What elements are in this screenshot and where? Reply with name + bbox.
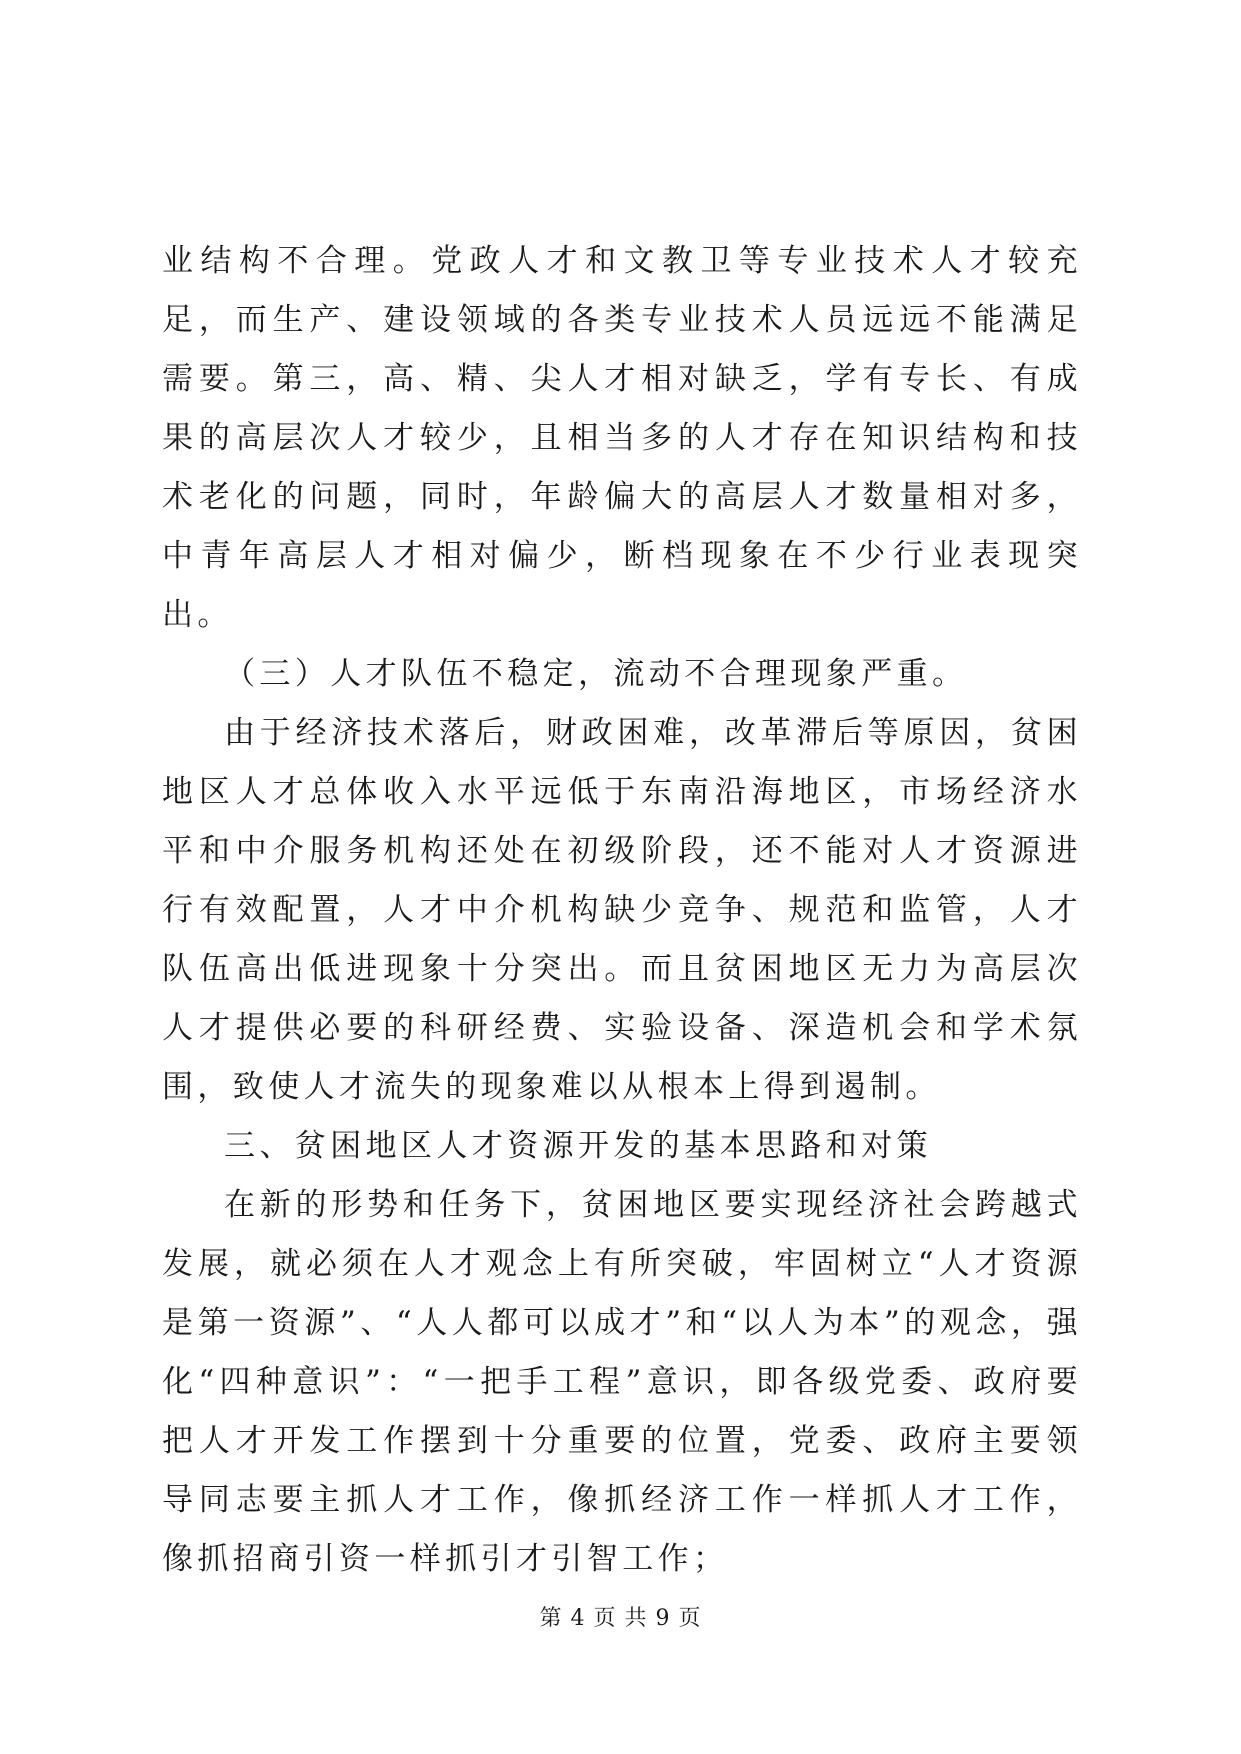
paragraph-1: 业结构不合理。党政人才和文教卫等专业技术人才较充足，而生产、建设领域的各类专业技术人员远远不能满足需要。第三，高、精、尖人才相对缺乏，学有专长、有成果的高层次人才较少，且相当多的人才存在知识结构和技术老化的问题，同时，年龄偏大的高层人才数量相对多，中青年高层人才相对偏少，断档现象在不少行业表现突出。 <box>162 243 1082 633</box>
paragraph-2: 由于经济技术落后，财政困难，改革滞后等原因，贫困地区人才总体收入水平远低于东南沿海地区，市场经济水平和中介服务机构还处在初级阶段，还不能对人才资源进行有效配置，人才中介机构缺少竞争、规范和监管，人才队伍高出低进现象十分突出。而且贫困地区无力为高层次人才提供必要的科研经费、实验设备、深造机会和学术氛围，致使人才流失的现象难以从根本上得到遏制。 <box>162 715 1082 1105</box>
paragraph-3: 在新的形势和任务下，贫困地区要实现经济社会跨越式发展，就必须在人才观念上有所突破，牢固树立“人才资源是第一资源”、“人人都可以成才”和“以人为本”的观念，强化“四种意识”：“一把手工程”意识，即各级党委、政府要把人才开发工作摆到十分重要的位置，党委、政府主要领导同志要主抓人才工作，像抓经济工作一样抓人才工作，像抓招商引资一样抓引才引智工作； <box>162 1187 1082 1577</box>
page-number-footer: 第 4 页 共 9 页 <box>539 1606 702 1631</box>
section-heading-3: （三）人才队伍不稳定，流动不合理现象严重。 <box>224 656 968 692</box>
body-text <box>162 232 1082 1589</box>
chapter-heading-3: 三、贫困地区人才资源开发的基本思路和对策 <box>224 1128 932 1164</box>
